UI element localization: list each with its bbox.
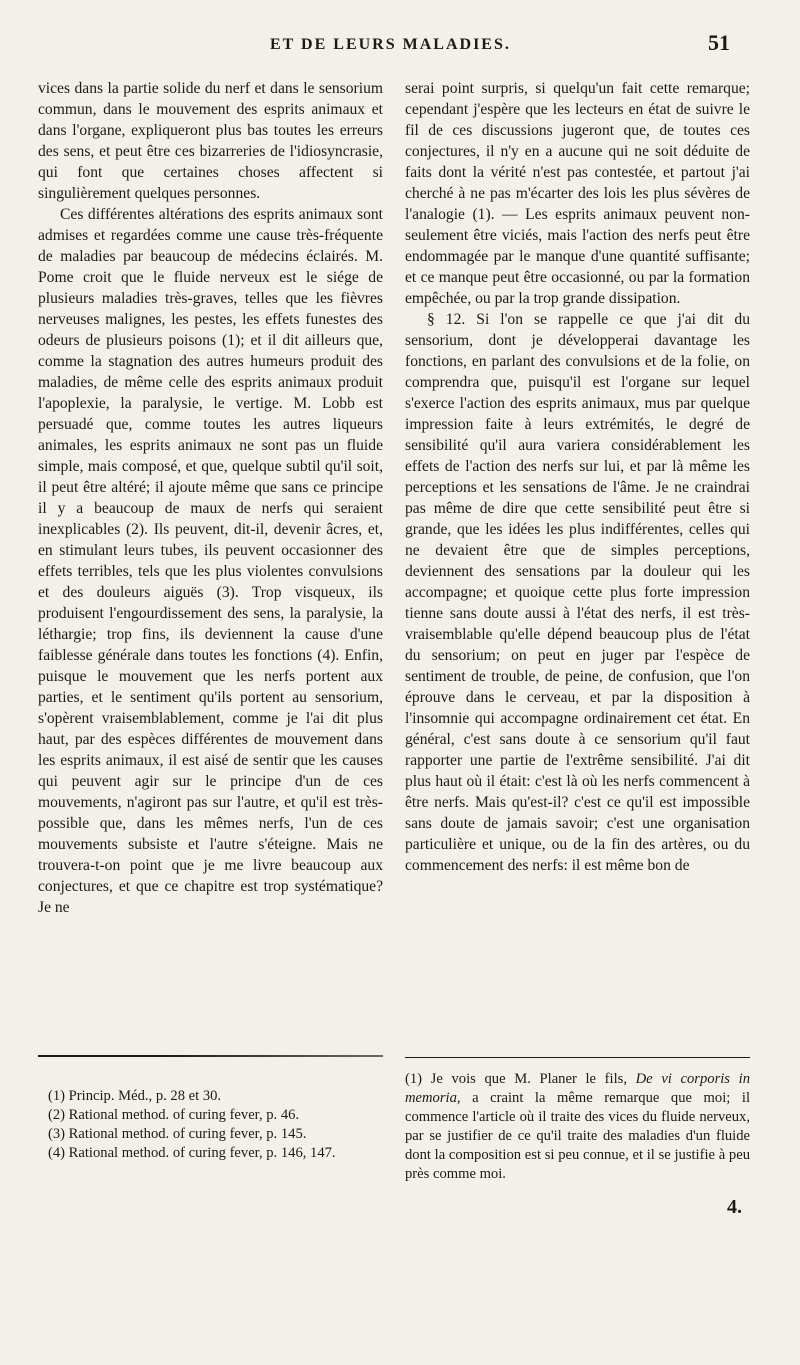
footnote-right-text xyxy=(405,1070,750,1184)
footnote-left-1: (1) Princip. Méd., p. 28 et 30. xyxy=(48,1088,222,1104)
left-paragraph-1: vices dans la partie solide du nerf et dans le sensorium commun, dans le mouvement des esprits animaux et dans l'organe, expliqueront plus bas toutes les erreurs des sens, et peut être ces bizarreries de l'idiosyncrasie, qui font que certaines choses affectent si singulièrement quelques personnes. xyxy=(38,80,383,202)
running-title: ET DE LEURS MALADIES. xyxy=(270,36,511,53)
signature-mark: 4. xyxy=(727,1196,742,1218)
left-paragraph-2: Ces différentes altérations des esprits animaux sont admises et regardées comme une cause très-fréquente de maladies par beaucoup de médecins éclairés. M. Pome croit que le fluide nerveux est le siége de plusieurs maladies très-graves, telles que les fièvres nerveuses malignes, les pestes, les effets funestes des odeurs de plusieurs poisons (1); et il dit ailleurs que, comme la stagnation des autres humeurs produit des maladies, de même celle des esprits animaux produit l'apoplexie, la paralysie, le vertige. M. Lobb est persuadé que, comme toutes les autres liqueurs animales, les esprits animaux ne sont pas un fluide simple, mais composé, et que, quelque subtil qu'il soit, il peut être altéré; il ajoute même que sans ce principe il y a beaucoup de maux de nerfs qui seraient inexplicables (2). Ils peuvent, dit-il, devenir âcres, et, en stimulant leurs tubes, ils peuvent occasionner des effets terribles, tels que les plus violentes convulsions et des douleurs aiguës (3). Trop visqueux, ils produisent l'engourdissement des sens, la paralysie, la léthargie; trop fins, ils deviennent la cause d'une faiblesse générale dans toutes les fonctions (4). Enfin, puisque le mouvement que les nerfs portent aux parties, et le sentiment qu'ils portent au sensorium, s'opèrent vraisemblablement, comme je l'ai dit plus haut, par des espèces différentes de mouvement dans les esprits animaux, il est aisé de sentir que les causes qui peuvent agir sur le principe d'un de ces mouvements, n'agiront pas sur l'autre, et qu'il est très-possible que, dans les mêmes nerfs, l'un de ces mouvements subsiste et l'autre s'éteigne. Mais ne trouvera-t-on point que je me livre beaucoup aux conjectures, et que ce chapitre est trop systématique? Je ne xyxy=(38,206,383,916)
footnote-right-title: De vi corporis in memoria xyxy=(405,1071,750,1106)
footnote-right xyxy=(405,1070,750,1184)
footnote-right-prefix: (1) Je vois que M. Planer le fils, xyxy=(405,1071,636,1087)
footnote-rule-left xyxy=(38,1055,383,1057)
left-column xyxy=(38,78,383,918)
page-number: 51 xyxy=(708,30,730,55)
footnote-left-3: (3) Rational method. of curing fever, p. 145. xyxy=(48,1126,307,1142)
right-column xyxy=(405,78,750,876)
footnote-left-4: (4) Rational method. of curing fever, p. 146, 147. xyxy=(48,1145,336,1161)
right-paragraph-1: serai point surpris, si quelqu'un fait cette remarque; cependant j'espère que les lecteurs en état de suivre le fil de ces discussions jugeront que, de toutes ces conjectures, il n'y en a aucune qui ne soit déduite de faits dont la vérité n'est pas contestée, et partout j'ai cherché à ne pas m'écarter des lois les plus sévères de l'analogie (1). — Les esprits animaux peuvent non-seulement être viciés, mais l'action des nerfs peut être endommagée par le manque d'une quantité suffisante; et ce manque peut être occasionné, ou par la formation empêchée, ou par la trop grande dissipation. xyxy=(405,80,750,307)
footnote-left-2: (2) Rational method. of curing fever, p. 46. xyxy=(48,1107,300,1123)
footnotes-left xyxy=(48,1087,378,1163)
footnote-rule-right xyxy=(405,1057,750,1058)
footnote-right-suffix: , a craint la même remarque que moi; il commence l'article où il traite des vices du fluide nerveux, par se justifier de ce qu'il traite des maladies d'un fluide dont la composition est si peu connue, et il se justifie à peu près comme moi. xyxy=(405,1090,750,1182)
right-paragraph-2: § 12. Si l'on se rappelle ce que j'ai dit du sensorium, dont je développerai davantage les fonctions, en parlant des convulsions et de la folie, on comprendra que, puisqu'il est l'organe sur lequel s'exerce l'action des esprits animaux, mus par quelque impression faite à leurs extrémités, le degré de sensibilité qu'il aura variera considérablement les effets de l'action des nerfs sur lui, et par là même les perceptions et les sensations de l'âme. Je ne craindrai pas même de dire que cette sensibilité peut être si grande, que les idées les plus indifférentes, celles qui ne devaient être que de simples perceptions, deviennent des sensations par la douleur qui les accompagne; et quoique cette plus forte impression tienne sans doute aussi à l'état des nerfs, il est très-vraisemblable qu'elle dépend beaucoup plus de l'état du sensorium; on peut en juger par l'espèce de sentiment de trouble, de peine, de confusion, que l'on éprouve dans le cerveau, et par la disposition à l'insomnie qui accompagne ordinairement cet état. En général, c'est sans doute à ce sensorium qu'il faut rapporter une partie de l'extrême sensibilité. J'ai dit plus haut où il était: c'est là où les nerfs commencent à être nerfs. Mais qu'est-il? c'est ce qu'il est impossible sans doute de jamais savoir; c'est une organisation particulière et unique, ou de la fin des artères, ou du commencement des nerfs: il est même bon de xyxy=(405,311,750,874)
